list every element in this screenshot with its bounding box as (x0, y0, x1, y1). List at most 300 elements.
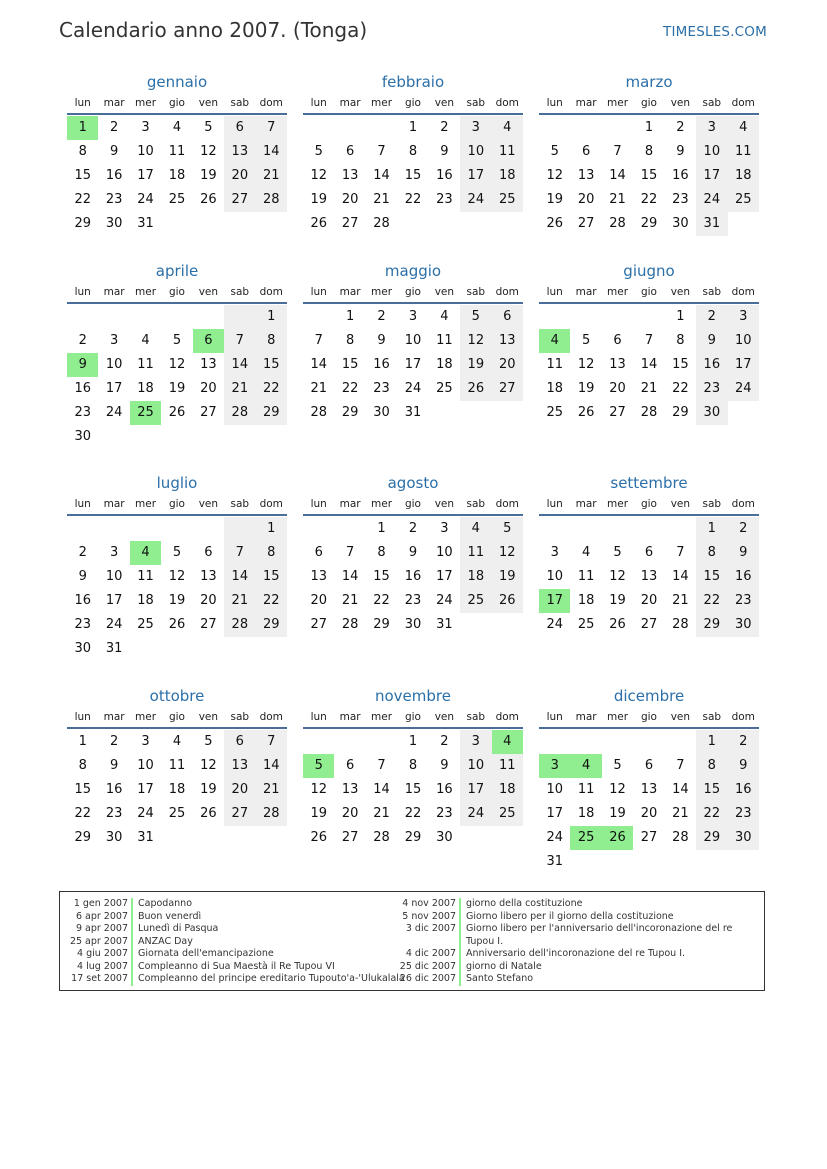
day-cell: 17 (546, 806, 563, 821)
weekday-label: lun (74, 498, 91, 510)
day-cell: 5 (172, 545, 182, 560)
day-cell: 22 (373, 593, 390, 608)
month-name: maggio (384, 262, 442, 280)
weekday-label: lun (310, 97, 327, 109)
day-cell: 19 (577, 381, 595, 396)
day-cell: 14 (224, 353, 255, 377)
day-cell: 23 (728, 802, 759, 826)
day-cell: 30 (105, 830, 123, 845)
weekday-label: dom (259, 286, 283, 298)
holiday-name: giorno della costituzione (466, 898, 583, 909)
day-cell: 9 (408, 545, 418, 560)
day-cell: 6 (613, 333, 622, 348)
day-cell: 25 (577, 617, 595, 632)
weekday-label: mer (371, 711, 393, 723)
day-cell: 25 (546, 405, 563, 420)
day-cell: 27 (310, 617, 327, 632)
day-cell: 28 (256, 188, 287, 212)
empty-cell (303, 116, 334, 140)
day-cell: 23 (436, 806, 453, 821)
empty-cell (602, 517, 633, 541)
day-cell: 29 (74, 216, 91, 231)
month-name: gennaio (146, 73, 208, 91)
day-cell: 25 (728, 188, 759, 212)
day-cell: 8 (408, 758, 418, 773)
day-grid (539, 517, 759, 637)
day-cell: 3 (550, 545, 559, 560)
day-cell: 28 (672, 830, 689, 845)
weekday-label: sab (466, 97, 486, 109)
weekday-label: dom (495, 97, 519, 109)
legend-row (388, 948, 741, 961)
weekday-label: dom (259, 97, 283, 109)
month-name: febbraio (381, 73, 445, 91)
weekday-header (67, 96, 287, 115)
day-cell: 20 (341, 192, 359, 207)
day-cell: 24 (546, 830, 563, 845)
day-cell: 15 (696, 565, 727, 589)
day-cell: 4 (460, 517, 491, 541)
day-cell: 11 (577, 569, 595, 584)
empty-cell (602, 305, 633, 329)
day-cell: 21 (224, 589, 255, 613)
day-cell: 1 (644, 120, 654, 135)
month-luglio (67, 473, 287, 661)
day-cell: 22 (256, 589, 287, 613)
day-cell: 6 (644, 758, 654, 773)
day-cell: 7 (224, 329, 255, 353)
weekday-header (539, 96, 759, 115)
holiday-name: ANZAC Day (138, 935, 193, 947)
day-cell: 24 (105, 405, 123, 420)
day-cell: 8 (345, 333, 355, 348)
day-cell: 23 (696, 377, 727, 401)
day-cell: 11 (137, 357, 154, 372)
day-cell: 26 (168, 405, 186, 420)
day-cell: 10 (546, 782, 563, 797)
day-cell: 12 (492, 541, 523, 565)
empty-cell (130, 305, 161, 329)
day-cell: 2 (109, 734, 119, 749)
day-cell: 13 (577, 168, 595, 183)
day-cell: 4 (492, 116, 523, 140)
day-cell: 7 (377, 758, 386, 773)
weekday-label: dom (259, 711, 283, 723)
day-cell: 21 (310, 381, 327, 396)
weekday-label: dom (495, 711, 519, 723)
weekday-label: ven (198, 498, 219, 510)
holiday-date: 1 gen 2007 (73, 898, 128, 909)
day-cell: 15 (672, 357, 689, 372)
day-cell: 29 (696, 826, 727, 850)
day-cell: 28 (310, 405, 327, 420)
month-ottobre (67, 686, 287, 850)
day-cell: 27 (577, 216, 595, 231)
weekday-label: sab (466, 498, 486, 510)
day-cell: 16 (74, 381, 91, 396)
weekday-label: sab (702, 711, 722, 723)
day-cell: 10 (696, 140, 727, 164)
day-cell: 13 (341, 782, 359, 797)
weekday-label: sab (230, 711, 250, 723)
day-cell: 7 (676, 545, 685, 560)
day-cell: 22 (74, 192, 91, 207)
legend-column-right (388, 898, 741, 986)
weekday-label: mer (371, 286, 393, 298)
day-cell: 28 (341, 617, 359, 632)
day-cell: 1 (345, 309, 355, 324)
day-cell: 13 (640, 569, 658, 584)
legend-row (388, 961, 741, 974)
holiday-day-cell: 4 (492, 730, 523, 754)
empty-cell (539, 730, 570, 754)
day-cell: 1 (256, 517, 287, 541)
day-cell: 11 (436, 333, 453, 348)
day-cell: 24 (728, 377, 759, 401)
empty-cell (366, 730, 397, 754)
day-cell: 24 (460, 188, 491, 212)
day-cell: 2 (440, 734, 449, 749)
day-cell: 30 (404, 617, 422, 632)
holiday-name: Lunedì di Pasqua (138, 923, 219, 934)
day-cell: 11 (137, 569, 154, 584)
day-cell: 5 (172, 333, 182, 348)
day-cell: 29 (696, 613, 727, 637)
weekday-label: dom (731, 498, 755, 510)
legend-marker (131, 923, 133, 936)
day-cell: 16 (672, 168, 689, 183)
day-cell: 3 (109, 333, 119, 348)
weekday-header (67, 497, 287, 516)
holiday-legend (59, 891, 765, 991)
day-cell: 20 (577, 192, 595, 207)
day-cell: 19 (310, 192, 327, 207)
day-cell: 18 (577, 593, 595, 608)
day-cell: 12 (310, 782, 327, 797)
weekday-label: gio (404, 286, 421, 298)
empty-cell (67, 517, 98, 541)
day-cell: 20 (200, 381, 217, 396)
day-grid (67, 517, 287, 661)
day-cell: 11 (168, 144, 186, 159)
weekday-label: ven (434, 97, 455, 109)
day-cell: 5 (613, 758, 622, 773)
holiday-name: Giorno libero per l'anniversario dell'incoronazione del re Tupou I. (466, 923, 733, 947)
weekday-label: gio (404, 97, 421, 109)
empty-cell (570, 116, 601, 140)
legend-row (388, 911, 741, 924)
day-cell: 8 (78, 758, 87, 773)
holiday-date: 3 dic 2007 (405, 923, 456, 934)
legend-row (60, 936, 405, 949)
month-name: settembre (610, 474, 688, 492)
empty-cell (633, 517, 664, 541)
weekday-label: ven (198, 286, 219, 298)
weekday-label: sab (702, 97, 722, 109)
day-cell: 10 (728, 329, 759, 353)
empty-cell (570, 305, 601, 329)
day-cell: 24 (404, 381, 422, 396)
day-cell: 8 (696, 541, 727, 565)
day-cell: 25 (436, 381, 453, 396)
day-cell: 17 (460, 778, 491, 802)
holiday-date: 25 dic 2007 (399, 960, 456, 972)
weekday-header (67, 710, 287, 729)
empty-cell (539, 116, 570, 140)
day-cell: 26 (168, 617, 186, 632)
day-cell: 31 (404, 405, 422, 420)
day-cell: 15 (341, 357, 359, 372)
day-cell: 29 (404, 830, 422, 845)
weekday-label: lun (310, 711, 327, 723)
legend-marker (459, 923, 461, 948)
empty-cell (161, 305, 192, 329)
legend-marker (459, 911, 461, 924)
day-cell: 20 (640, 593, 658, 608)
day-cell: 8 (408, 144, 418, 159)
weekday-label: mar (103, 498, 125, 510)
legend-marker (131, 936, 133, 949)
day-cell: 19 (460, 353, 491, 377)
day-grid (303, 730, 523, 850)
day-cell: 28 (224, 401, 255, 425)
day-cell: 23 (436, 192, 453, 207)
weekday-label: ven (434, 286, 455, 298)
weekday-label: gio (404, 498, 421, 510)
day-cell: 4 (172, 120, 182, 135)
day-cell: 9 (728, 541, 759, 565)
day-cell: 14 (640, 357, 658, 372)
day-cell: 18 (137, 593, 154, 608)
day-cell: 22 (640, 192, 658, 207)
day-cell: 24 (137, 192, 154, 207)
month-gennaio (67, 72, 287, 236)
day-cell: 21 (341, 593, 359, 608)
day-cell: 26 (200, 192, 217, 207)
day-cell: 30 (74, 641, 91, 656)
day-cell: 1 (256, 305, 287, 329)
day-cell: 27 (224, 802, 255, 826)
day-cell: 17 (137, 782, 154, 797)
day-cell: 3 (440, 521, 449, 536)
day-cell: 20 (341, 806, 359, 821)
weekday-label: mer (135, 97, 157, 109)
day-cell: 26 (200, 806, 217, 821)
month-maggio (303, 261, 523, 425)
day-cell: 19 (492, 565, 523, 589)
day-cell: 27 (200, 617, 217, 632)
day-cell: 4 (440, 309, 449, 324)
day-cell: 6 (314, 545, 323, 560)
holiday-day-cell: 6 (193, 329, 224, 353)
holiday-date: 6 apr 2007 (75, 910, 128, 922)
empty-cell (570, 730, 601, 754)
month-name: ottobre (149, 687, 205, 705)
day-cell: 18 (546, 381, 563, 396)
day-cell: 9 (109, 144, 119, 159)
day-cell: 3 (460, 116, 491, 140)
legend-column-left (60, 898, 405, 986)
empty-cell (98, 517, 129, 541)
day-cell: 29 (341, 405, 359, 420)
day-cell: 18 (492, 164, 523, 188)
day-cell: 9 (440, 144, 449, 159)
holiday-day-cell: 4 (539, 329, 570, 353)
empty-cell (334, 730, 365, 754)
day-cell: 17 (105, 381, 123, 396)
holiday-name: Santo Stefano (466, 973, 534, 984)
legend-row (60, 973, 405, 986)
legend-marker (131, 961, 133, 974)
day-cell: 26 (492, 589, 523, 613)
day-cell: 22 (696, 802, 727, 826)
weekday-label: sab (702, 498, 722, 510)
day-cell: 24 (137, 806, 154, 821)
empty-cell (334, 116, 365, 140)
day-grid (67, 305, 287, 449)
holiday-day-cell: 5 (303, 754, 334, 778)
day-cell: 30 (728, 826, 759, 850)
day-cell: 3 (141, 734, 150, 749)
weekday-label: lun (310, 498, 327, 510)
day-cell: 29 (672, 405, 689, 420)
month-aprile (67, 261, 287, 449)
weekday-label: mer (607, 711, 629, 723)
day-cell: 11 (492, 754, 523, 778)
day-cell: 10 (105, 357, 123, 372)
day-cell: 8 (696, 754, 727, 778)
holiday-date: 26 dic 2007 (399, 973, 456, 984)
day-cell: 13 (200, 357, 217, 372)
day-cell: 24 (436, 593, 453, 608)
day-cell: 10 (546, 569, 563, 584)
day-cell: 17 (460, 164, 491, 188)
weekday-label: dom (259, 498, 283, 510)
day-cell: 15 (74, 168, 91, 183)
day-cell: 5 (460, 305, 491, 329)
day-cell: 30 (74, 429, 91, 444)
day-cell: 14 (672, 569, 689, 584)
legend-marker (131, 973, 133, 986)
day-cell: 2 (78, 545, 87, 560)
day-cell: 11 (460, 541, 491, 565)
weekday-label: mar (575, 498, 597, 510)
month-name: giugno (623, 262, 675, 280)
day-cell: 15 (373, 569, 390, 584)
legend-marker (131, 898, 133, 911)
day-grid (303, 305, 523, 425)
day-cell: 30 (672, 216, 689, 231)
holiday-day-cell: 17 (539, 589, 570, 613)
day-cell: 22 (341, 381, 359, 396)
day-cell: 27 (640, 617, 658, 632)
day-cell: 30 (105, 216, 123, 231)
weekday-header (303, 285, 523, 304)
day-cell: 14 (256, 140, 287, 164)
day-cell: 7 (676, 758, 685, 773)
day-cell: 18 (728, 164, 759, 188)
weekday-header (539, 285, 759, 304)
day-cell: 27 (341, 830, 359, 845)
day-cell: 20 (492, 353, 523, 377)
day-cell: 5 (492, 517, 523, 541)
empty-cell (570, 517, 601, 541)
weekday-label: lun (546, 498, 563, 510)
day-grid (539, 730, 759, 874)
holiday-date: 4 dic 2007 (405, 948, 456, 959)
weekday-header (303, 710, 523, 729)
day-cell: 22 (696, 589, 727, 613)
day-cell: 29 (373, 617, 390, 632)
weekday-label: mer (135, 498, 157, 510)
day-cell: 15 (696, 778, 727, 802)
day-cell: 15 (640, 168, 658, 183)
holiday-day-cell: 4 (130, 541, 161, 565)
weekday-label: ven (434, 711, 455, 723)
day-cell: 16 (404, 569, 422, 584)
weekday-label: ven (670, 286, 691, 298)
day-cell: 8 (78, 144, 87, 159)
holiday-date: 4 lug 2007 (77, 960, 128, 972)
day-cell: 16 (373, 357, 390, 372)
day-cell: 2 (408, 521, 418, 536)
weekday-label: mar (339, 498, 361, 510)
day-cell: 2 (440, 120, 449, 135)
day-cell: 25 (492, 188, 523, 212)
holiday-name: Giornata dell'emancipazione (138, 948, 274, 959)
legend-row (60, 911, 405, 924)
day-cell: 17 (404, 357, 422, 372)
day-cell: 23 (74, 617, 91, 632)
day-cell: 12 (460, 329, 491, 353)
empty-cell (224, 305, 255, 329)
day-cell: 26 (546, 216, 563, 231)
day-cell: 20 (224, 164, 255, 188)
day-cell: 19 (546, 192, 563, 207)
day-cell: 5 (314, 144, 323, 159)
legend-row (388, 898, 741, 911)
empty-cell (98, 305, 129, 329)
weekday-label: gio (168, 286, 185, 298)
day-cell: 14 (224, 565, 255, 589)
empty-cell (633, 305, 664, 329)
day-cell: 15 (256, 565, 287, 589)
day-cell: 28 (256, 802, 287, 826)
day-cell: 11 (728, 140, 759, 164)
day-cell: 12 (200, 144, 217, 159)
holiday-date: 4 nov 2007 (402, 898, 456, 909)
month-name: aprile (155, 262, 199, 280)
holiday-name: Buon venerdì (138, 910, 202, 922)
day-cell: 3 (109, 545, 119, 560)
day-cell: 22 (256, 377, 287, 401)
day-cell: 13 (200, 569, 217, 584)
day-cell: 21 (609, 192, 626, 207)
day-cell: 6 (204, 545, 213, 560)
day-cell: 18 (137, 381, 154, 396)
day-cell: 25 (137, 617, 154, 632)
empty-cell (193, 517, 224, 541)
day-cell: 8 (256, 329, 287, 353)
day-cell: 26 (310, 830, 327, 845)
day-cell: 31 (436, 617, 453, 632)
day-cell: 16 (696, 353, 727, 377)
day-cell: 7 (256, 730, 287, 754)
brand-link[interactable]: TIMESLES.COM (663, 24, 767, 40)
day-cell: 10 (137, 144, 154, 159)
weekday-label: lun (546, 97, 563, 109)
month-name: dicembre (613, 687, 685, 705)
